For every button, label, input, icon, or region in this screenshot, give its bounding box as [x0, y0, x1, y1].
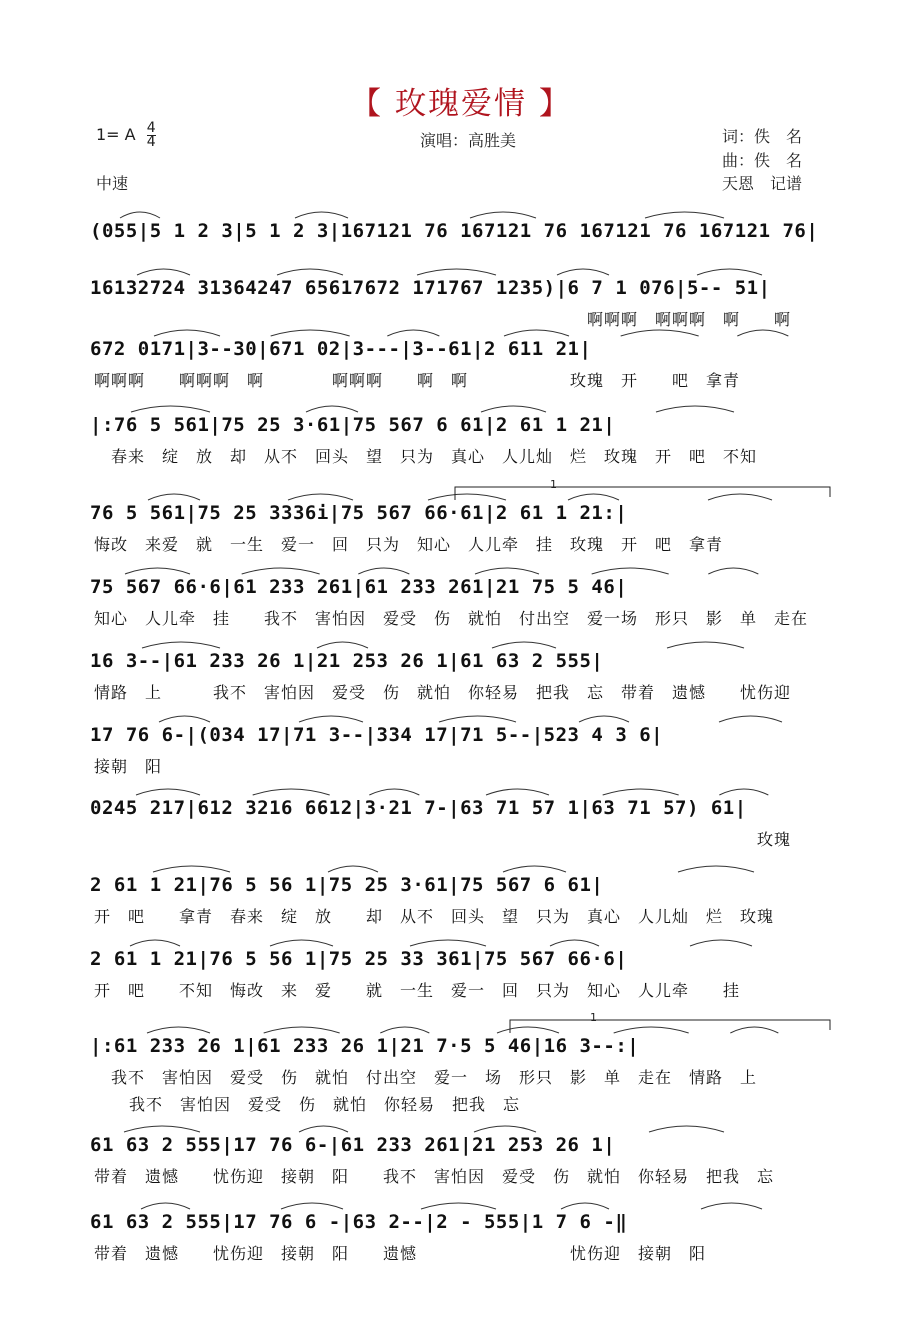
lyric-line: 悔改 来爱 就 一生 爱一 回 只为 知心 人儿牵 挂 玫瑰 开 吧 拿青 — [94, 535, 724, 554]
key-label: 1= A — [96, 125, 136, 144]
lyric-line: 带着 遗憾 忧伤迎 接朝 阳 遗憾 忧伤迎 接朝 阳 — [94, 1244, 707, 1263]
notation-line: 2 61 1 21|76 5 56 1|75 25 33 361|75 567 66·6| — [90, 948, 628, 970]
volta-number-2: 1 — [590, 1011, 597, 1024]
lyric-line: 啊啊啊 啊啊啊 啊 啊 — [94, 310, 792, 329]
second-verse-lyrics: 我不 害怕因 爱受 伤 就怕 你轻易 把我 忘 — [112, 1095, 521, 1114]
notation-line: 672 0171|3--30|671 02|3---|3--61|2 611 21| — [90, 338, 592, 360]
notation-line: 61 63 2 555|17 76 6-|61 233 261|21 253 26 1| — [90, 1134, 616, 1156]
lyric-line: 开 吧 不知 悔改 来 爱 就 一生 爱一 回 只为 知心 人儿牵 挂 — [94, 981, 741, 1000]
notation-line: 75 567 66·6|61 233 261|61 233 261|21 75 5 46| — [90, 576, 628, 598]
lyric-line: 知心 人儿牵 挂 我不 害怕因 爱受 伤 就怕 付出空 爱一场 形只 影 单 走在 — [94, 609, 809, 628]
lyric-line: 情路 上 我不 害怕因 爱受 伤 就怕 你轻易 把我 忘 带着 遗憾 忧伤迎 — [94, 683, 792, 702]
lyricist-credit: 词：佚 名 — [722, 127, 803, 146]
composer-credit: 曲：佚 名 — [722, 151, 803, 170]
notation-line: 0245 217|612 3216 6612|3·21 7-|63 71 57 1|63 71 57) 61| — [90, 797, 747, 819]
notation-line: 16 3--|61 233 26 1|21 253 26 1|61 63 2 555| — [90, 650, 604, 672]
notation-line: (055|5 1 2 3|5 1 2 3|167121 76 167121 76 167121 76 167121 76| — [90, 220, 819, 242]
notation-line: |:61 233 26 1|61 233 26 1|21 7·5 5 46|16 3--:| — [90, 1035, 640, 1057]
time-signature-bottom: 4 — [146, 134, 156, 150]
time-signature-top: 4 — [146, 120, 156, 136]
notation-line: 16132724 31364247 65617672 171767 1235)|6 7 1 076|5-- 51| — [90, 277, 771, 299]
notation-line: |:76 5 561|75 25 3·61|75 567 6 61|2 61 1 21| — [90, 414, 616, 436]
lyric-line: 玫瑰 — [94, 830, 792, 849]
notation-line: 61 63 2 555|17 76 6 -|63 2--|2 - 555|1 7 6 -‖ — [90, 1211, 628, 1233]
tempo-marking: 中速 — [96, 174, 129, 193]
song-title: 【 玫瑰爱情 】 — [350, 86, 572, 122]
lyric-line: 我不 害怕因 爱受 伤 就怕 付出空 爱一 场 形只 影 单 走在 情路 上 — [94, 1068, 758, 1087]
transcriber-credit: 天恩 记谱 — [722, 174, 803, 193]
notation-line: 17 76 6-|(034 17|71 3--|334 17|71 5--|523 4 3 6| — [90, 724, 664, 746]
volta-number-1: 1 — [550, 478, 557, 491]
notation-line: 76 5 561|75 25 3336i|75 567 66·61|2 61 1 21:| — [90, 502, 628, 524]
lyric-line: 啊啊啊 啊啊啊 啊 啊啊啊 啊 啊 玫瑰 开 吧 拿青 — [94, 371, 741, 390]
lyric-line: 带着 遗憾 忧伤迎 接朝 阳 我不 害怕因 爱受 伤 就怕 你轻易 把我 忘 — [94, 1167, 775, 1186]
volta-bracket-2 — [510, 1020, 830, 1033]
singer-credit: 演唱：高胜美 — [420, 131, 517, 150]
lyric-line: 接朝 阳 — [94, 757, 163, 776]
notation-line: 2 61 1 21|76 5 56 1|75 25 3·61|75 567 6 61| — [90, 874, 604, 896]
lyric-line: 开 吧 拿青 春来 绽 放 却 从不 回头 望 只为 真心 人儿灿 烂 玫瑰 — [94, 907, 775, 926]
volta-bracket-1 — [455, 487, 830, 500]
lyric-line: 春来 绽 放 却 从不 回头 望 只为 真心 人儿灿 烂 玫瑰 开 吧 不知 — [94, 447, 758, 466]
